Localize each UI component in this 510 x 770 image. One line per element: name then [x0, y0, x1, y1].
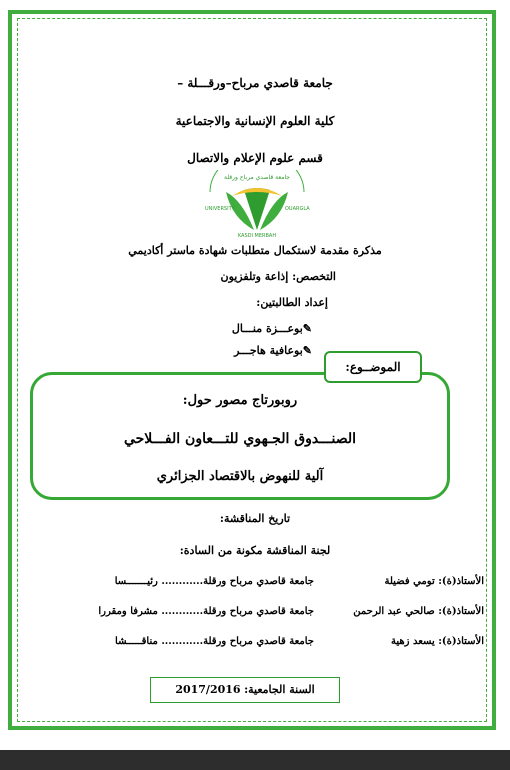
committee-row-1	[32, 576, 484, 594]
topic-box	[30, 372, 450, 500]
member-name: الأستاذ(ة): يسعد زهية	[391, 636, 484, 647]
student-name-1	[232, 322, 312, 335]
member-affiliation: جامعة قاصدي مرباح ورقلة............ مشرفا ومقررا	[98, 606, 314, 617]
pen-icon: ✎	[302, 322, 312, 335]
academic-year-box	[150, 677, 340, 703]
department-name: قسم علوم الإعلام والاتصال	[187, 151, 323, 165]
student-name-2	[234, 344, 312, 357]
faculty-name: كلية العلوم الإنسانية والاجتماعية	[175, 114, 335, 128]
memo-text: مذكرة مقدمة لاستكمال متطلبات شهادة ماستر أكاديمي	[128, 244, 382, 257]
topic-line-3: آلية للنهوض بالاقتصاد الجزائري	[156, 469, 324, 484]
member-name: الأستاذ(ة): صالحي عبد الرحمن	[353, 606, 484, 617]
prepared-by-label: إعداد الطالبتين:	[256, 296, 328, 309]
topic-label: الموضــوع:	[324, 351, 422, 383]
member-name: الأستاذ(ة): تومي فضيلة	[384, 576, 484, 587]
pen-icon: ✎	[302, 344, 312, 357]
student-2: بوعافية هاجـــر	[234, 344, 303, 357]
cover-page	[2, 2, 508, 740]
topic-line-1: روبورتاج مصور حول:	[182, 393, 298, 408]
logo-right-text: OUARGLA	[285, 206, 310, 212]
member-affiliation: جامعة قاصدي مرباح ورقلة............ رئيـــــــسا	[114, 576, 314, 587]
committee-row-2	[32, 606, 484, 624]
university-logo	[202, 170, 312, 238]
logo-bottom-text: KASDI MERBAH	[237, 233, 277, 238]
university-name: جامعة قاصدي مرباح–ورقـــلة –	[177, 76, 333, 90]
logo-left-text: UNIVERSITY	[205, 206, 235, 212]
viewer-bottom-bar	[0, 750, 510, 770]
specialty: التخصص: إذاعة وتلفزيون	[220, 270, 336, 283]
academic-year-value: 2017/2016	[175, 683, 241, 696]
member-affiliation: جامعة قاصدي مرباح ورقلة............ مناقـــــشا	[115, 636, 314, 647]
committee-row-3	[32, 636, 484, 654]
logo-top-text: جامعة قاصدي مرباح ورقلة	[224, 174, 290, 181]
academic-year-label: السنة الجامعية:	[244, 683, 315, 696]
discussion-date-label: تاريخ المناقشة:	[219, 512, 291, 525]
student-1: بوعـــزة منـــال	[231, 322, 303, 335]
committee-label: لجنة المناقشة مكونة من السادة:	[179, 544, 331, 557]
topic-line-2: الصنـــدوق الجـهوي للتـــعاون الفـــلاحي	[123, 431, 357, 447]
